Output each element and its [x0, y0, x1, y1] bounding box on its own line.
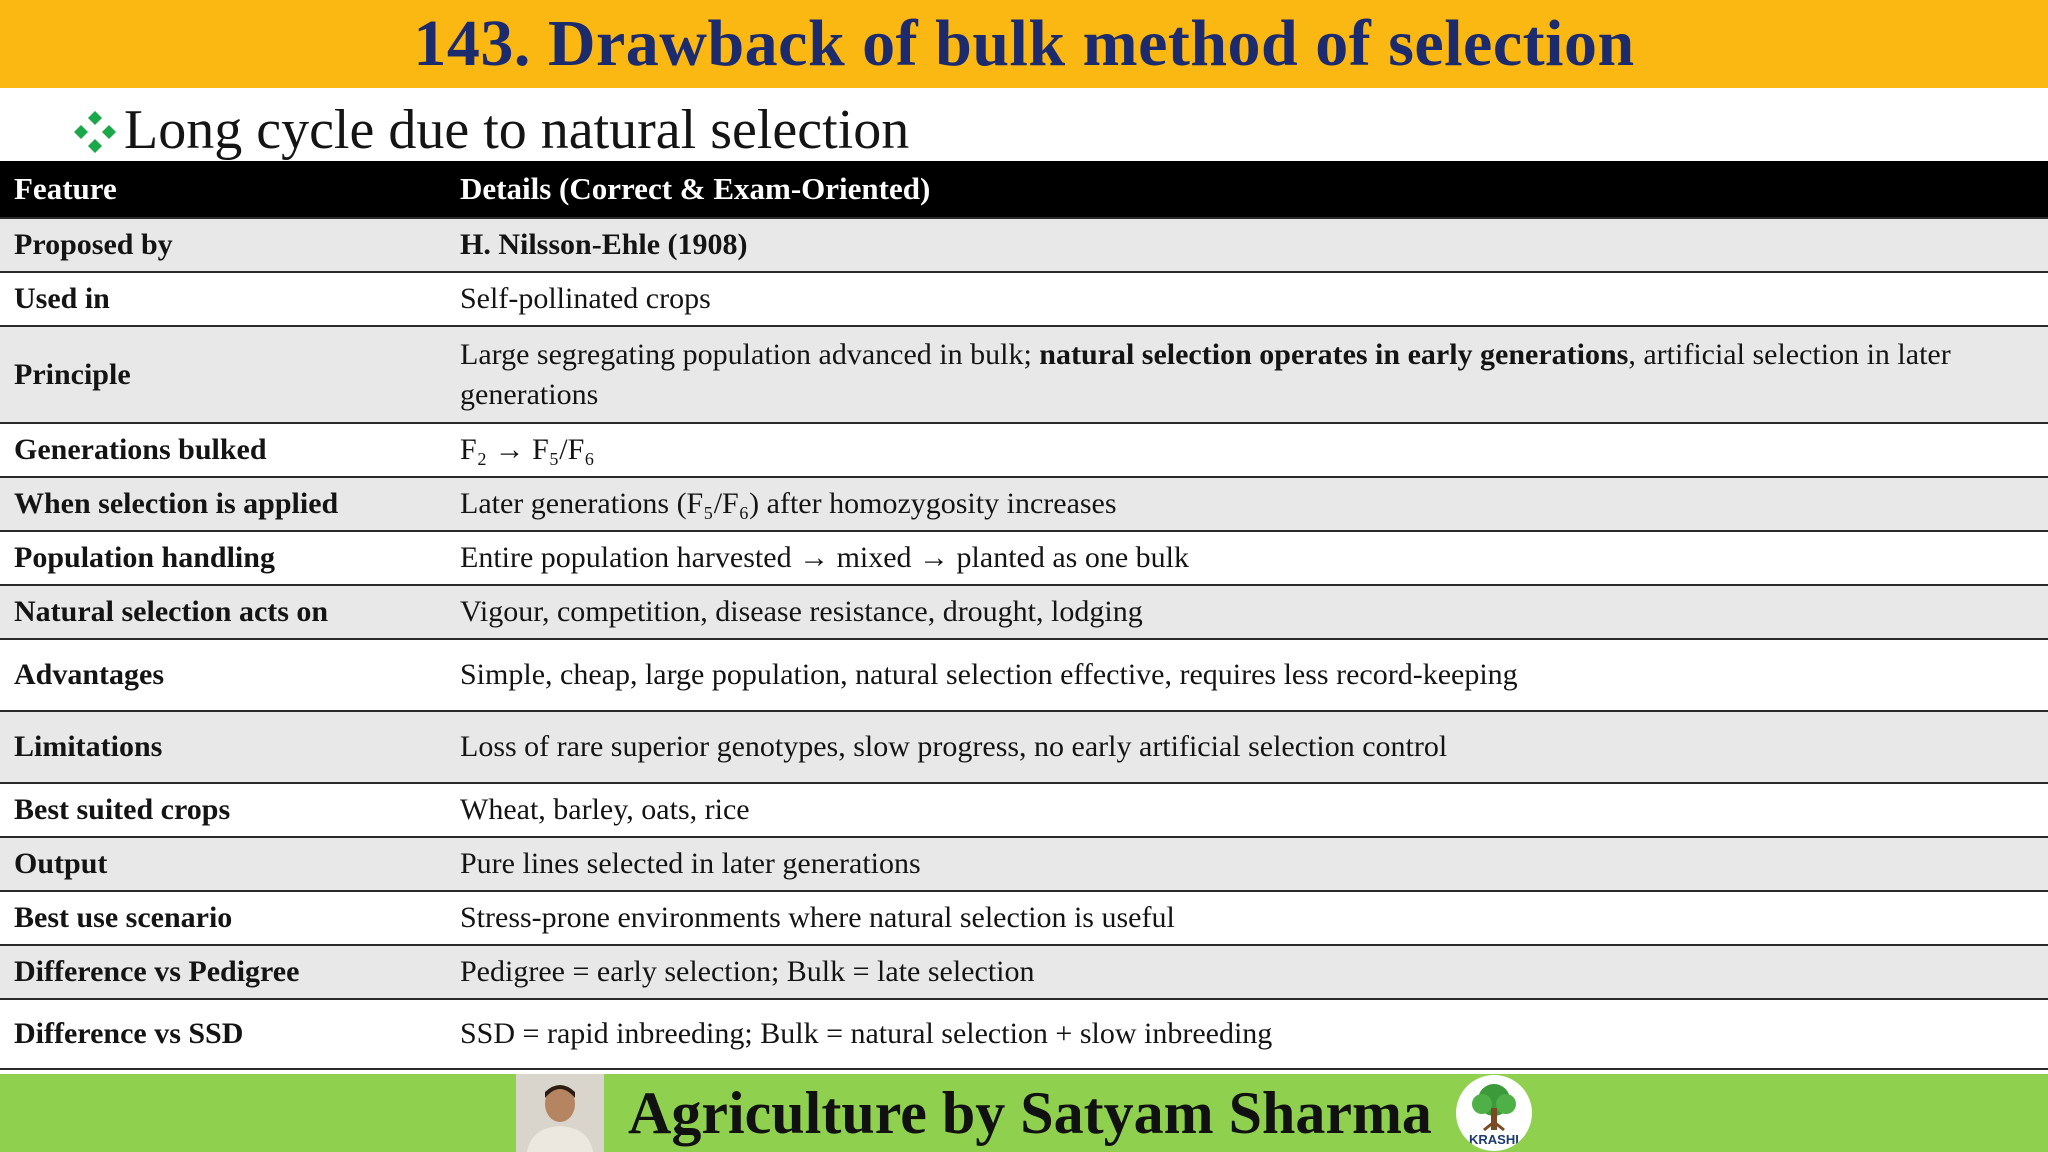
details-pre: Pedigree = early selection; Bulk = late selection	[460, 955, 1035, 988]
bullet-text: Long cycle due to natural selection	[124, 99, 910, 161]
table-header-row	[0, 161, 2048, 218]
title-bar	[0, 0, 2048, 88]
feature-cell: Advantages	[0, 639, 446, 711]
details-cell	[446, 423, 2048, 477]
table-row	[0, 945, 2048, 999]
details-cell	[446, 711, 2048, 783]
details-bold: natural selection operates in early generations	[1039, 337, 1629, 371]
table-row	[0, 783, 2048, 837]
page-title: 143. Drawback of bulk method of selection	[413, 7, 1635, 80]
logo-caption: KRASHI	[1469, 1132, 1519, 1147]
footer-bar	[0, 1074, 2048, 1152]
table-row	[0, 531, 2048, 585]
feature-cell: Best suited crops	[0, 783, 446, 837]
details-pre: Large segregating population advanced in bulk;	[460, 337, 1040, 371]
details-post: , artificial selection in later generations	[460, 337, 1951, 411]
bullet-line	[72, 98, 909, 162]
details-cell	[446, 531, 2048, 585]
details-cell	[446, 783, 2048, 837]
feature-cell: Output	[0, 837, 446, 891]
details-cell	[446, 477, 2048, 531]
feature-cell: Natural selection acts on	[0, 585, 446, 639]
details-pre: Simple, cheap, large population, natural selection effective, requires less record-keeping	[460, 658, 1518, 691]
details-pre: Later generations (F₅/F₆) after homozygosity increases	[460, 487, 1117, 520]
table-row	[0, 218, 2048, 272]
details-cell	[446, 945, 2048, 999]
feature-cell: Proposed by	[0, 218, 446, 272]
details-cell	[446, 326, 2048, 423]
details-cell	[446, 837, 2048, 891]
details-cell	[446, 999, 2048, 1069]
header-feature: Feature	[0, 161, 446, 218]
feature-cell: Difference vs SSD	[0, 999, 446, 1069]
feature-cell: Principle	[0, 326, 446, 423]
details-cell	[446, 891, 2048, 945]
feature-cell: Best use scenario	[0, 891, 446, 945]
table-row	[0, 326, 2048, 423]
details-cell	[446, 272, 2048, 326]
details-cell	[446, 585, 2048, 639]
details-cell	[446, 639, 2048, 711]
feature-cell: Used in	[0, 272, 446, 326]
feature-cell: Population handling	[0, 531, 446, 585]
table-row	[0, 423, 2048, 477]
details-bold: H. Nilsson-Ehle (1908)	[460, 228, 748, 261]
table-row	[0, 639, 2048, 711]
tree-logo-icon	[1456, 1075, 1532, 1151]
details-pre: Loss of rare superior genotypes, slow progress, no early artificial selection control	[460, 730, 1448, 763]
details-pre: Wheat, barley, oats, rice	[460, 793, 750, 826]
table-row	[0, 711, 2048, 783]
details-pre: F₂ → F₅/F₆	[460, 433, 595, 466]
feature-table	[0, 161, 2048, 1070]
tree-icon	[1466, 1082, 1522, 1132]
diamond-four-icon	[72, 109, 118, 155]
feature-cell: Generations bulked	[0, 423, 446, 477]
details-pre: SSD = rapid inbreeding; Bulk = natural selection + slow inbreeding	[460, 1017, 1273, 1050]
details-pre: Vigour, competition, disease resistance, drought, lodging	[460, 595, 1143, 628]
footer-brand: Agriculture by Satyam Sharma	[628, 1079, 1432, 1146]
details-pre: Stress-prone environments where natural selection is useful	[460, 901, 1175, 934]
table-row	[0, 585, 2048, 639]
details-pre: Entire population harvested → mixed → planted as one bulk	[460, 541, 1189, 574]
header-details: Details (Correct & Exam-Oriented)	[446, 161, 2048, 218]
table-row	[0, 837, 2048, 891]
table-row	[0, 891, 2048, 945]
table-row	[0, 272, 2048, 326]
feature-cell: Limitations	[0, 711, 446, 783]
table-row	[0, 477, 2048, 531]
details-pre: Self-pollinated crops	[460, 282, 711, 315]
feature-cell: When selection is applied	[0, 477, 446, 531]
details-pre: Pure lines selected in later generations	[460, 847, 921, 880]
person-icon	[525, 1078, 595, 1152]
details-cell	[446, 218, 2048, 272]
feature-cell: Difference vs Pedigree	[0, 945, 446, 999]
presenter-photo	[516, 1074, 604, 1152]
table-row	[0, 999, 2048, 1069]
